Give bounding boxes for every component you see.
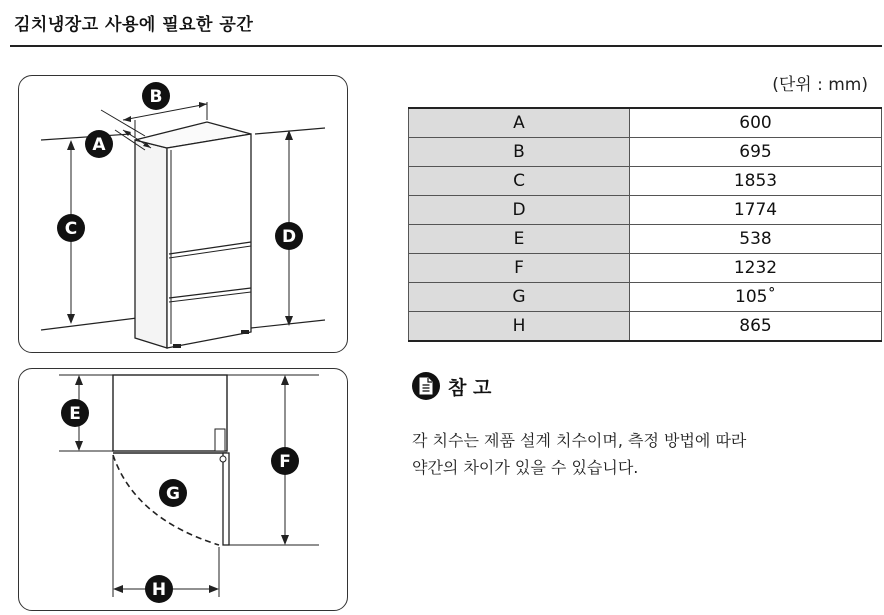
page-title: 김치냉장고 사용에 필요한 공간	[14, 15, 254, 35]
badge-c	[57, 214, 85, 242]
dimension-key: E	[409, 225, 630, 254]
unit-label: (단위 : mm)	[772, 75, 868, 95]
badge-h	[145, 575, 173, 603]
title-divider	[10, 45, 882, 47]
dimension-key: C	[409, 167, 630, 196]
svg-text:D: D	[281, 227, 297, 247]
badge-d	[275, 222, 303, 250]
dimension-value: 105˚	[630, 283, 882, 312]
dimension-key: G	[409, 283, 630, 312]
svg-text:A: A	[92, 135, 106, 155]
badge-a	[85, 130, 113, 158]
dimension-value: 538	[630, 225, 882, 254]
table-row	[409, 167, 882, 196]
badge-f	[271, 447, 299, 475]
table-row	[409, 225, 882, 254]
dimension-value: 865	[630, 312, 882, 342]
note-line: 약간의 차이가 있을 수 있습니다.	[412, 458, 639, 477]
svg-text:C: C	[64, 219, 78, 239]
front-view-diagram	[19, 76, 349, 354]
svg-text:H: H	[151, 580, 167, 600]
top-view-diagram	[19, 369, 349, 612]
dimension-value: 600	[630, 108, 882, 138]
svg-text:G: G	[166, 484, 180, 504]
table-row	[409, 254, 882, 283]
table-row	[409, 138, 882, 167]
dimension-key: A	[409, 108, 630, 138]
document-note-icon	[412, 372, 440, 400]
svg-text:F: F	[279, 452, 291, 472]
dimension-value: 1853	[630, 167, 882, 196]
note-body	[412, 427, 872, 481]
dimension-value: 695	[630, 138, 882, 167]
front-view-panel	[18, 75, 348, 353]
badge-g	[159, 479, 187, 507]
dimension-table	[408, 107, 882, 342]
table-row	[409, 108, 882, 138]
svg-text:E: E	[69, 404, 81, 424]
dimension-key: B	[409, 138, 630, 167]
dimension-key: F	[409, 254, 630, 283]
dimension-value: 1774	[630, 196, 882, 225]
badge-b	[142, 82, 170, 110]
dimension-value: 1232	[630, 254, 882, 283]
table-row	[409, 283, 882, 312]
badge-e	[61, 399, 89, 427]
dimension-key: H	[409, 312, 630, 342]
top-view-panel	[18, 368, 348, 611]
dimension-key: D	[409, 196, 630, 225]
note-line: 각 치수는 제품 설계 치수이며, 측정 방법에 따라	[412, 431, 747, 450]
table-row	[409, 312, 882, 342]
svg-text:B: B	[149, 87, 163, 107]
note-heading-label: 참 고	[448, 376, 492, 399]
note-heading	[412, 372, 491, 400]
table-row	[409, 196, 882, 225]
